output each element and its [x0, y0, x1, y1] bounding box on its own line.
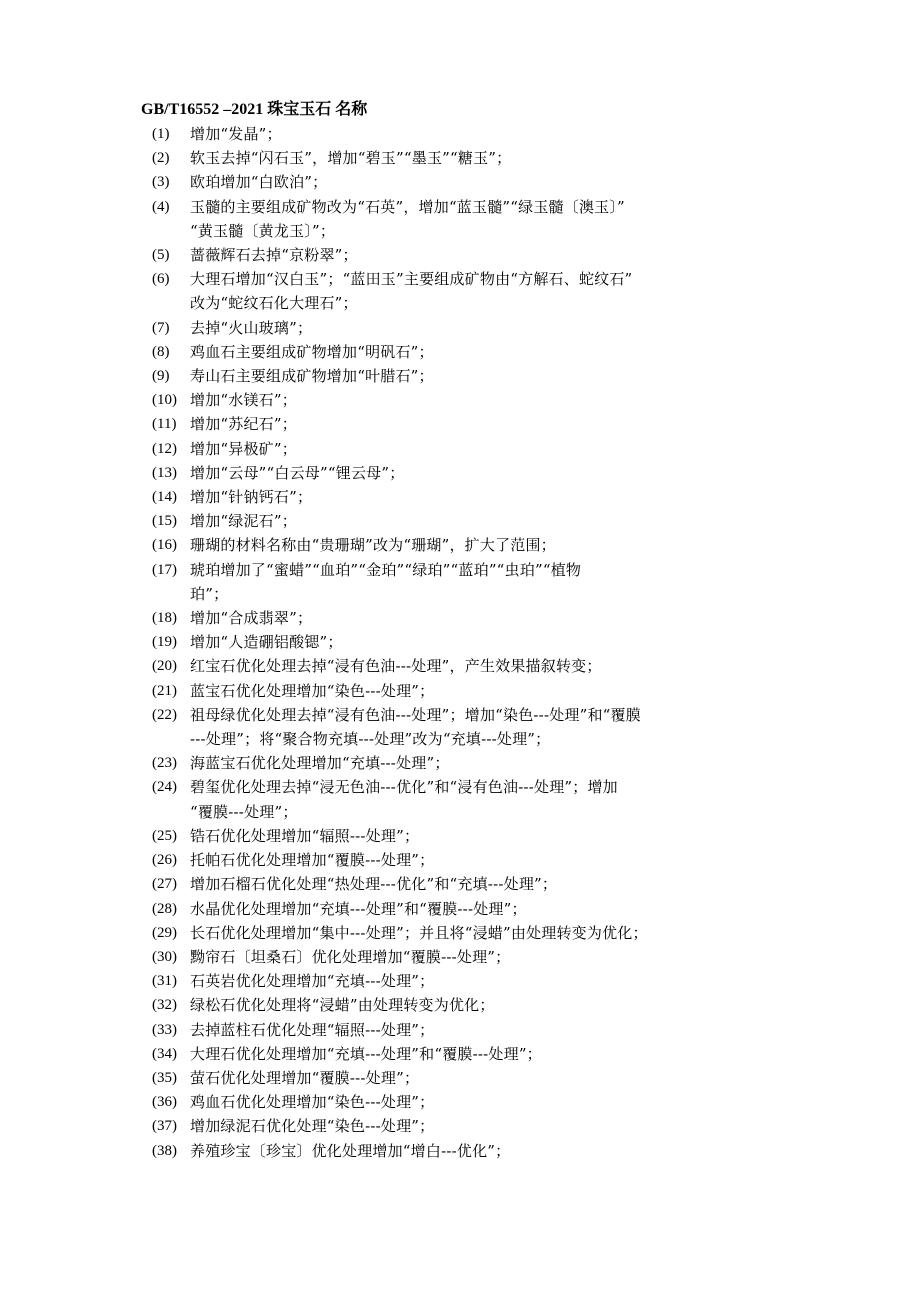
item-number: (7) [152, 319, 170, 336]
item-text: 增加“苏纪石”； [190, 415, 297, 434]
document-title: GB/T16552 –2021 珠宝玉石 名称 [141, 101, 368, 118]
list-item [152, 412, 812, 436]
list-item [152, 969, 812, 993]
item-text: 增加“发晶”； [190, 125, 282, 143]
item-text: 玉髓的主要组成矿物改为“石英”，增加“蓝玉髓”“绿玉髓〔澳玉〕” “黄玉髓〔黄龙玉〕”； [190, 197, 625, 240]
item-number: (25) [152, 827, 177, 844]
item-number: (12) [152, 440, 177, 457]
item-text: 大理石增加“汉白玉”；“蓝田玉”主要组成矿物由“方解石、蛇纹石” 改为“蛇纹石化大理石”； [190, 270, 633, 313]
item-text: 托帕石优化处理增加“覆膜---处理”； [190, 851, 435, 870]
list-item [152, 388, 812, 412]
item-number: (26) [152, 852, 177, 869]
list-item [152, 824, 812, 848]
item-number: (16) [152, 537, 177, 554]
list-item [152, 897, 812, 921]
list-item [152, 267, 812, 315]
item-text: 锆石优化处理增加“辐照---处理”； [190, 826, 420, 845]
item-number: (17) [152, 561, 177, 578]
item-number: (11) [152, 416, 177, 433]
item-number: (19) [152, 634, 177, 651]
list-item [152, 775, 812, 823]
item-number: (31) [152, 973, 177, 990]
list-item [152, 679, 812, 703]
list-item [152, 364, 812, 388]
item-text: 大理石优化处理增加“充填---处理”和“覆膜---处理”； [190, 1044, 542, 1063]
item-number: (29) [152, 924, 177, 941]
item-number: (3) [152, 174, 170, 191]
item-number: (1) [152, 126, 170, 142]
item-number: (2) [152, 150, 170, 167]
item-number: (36) [152, 1094, 177, 1111]
list-item [152, 340, 812, 364]
list-item [152, 630, 812, 654]
list-item [152, 703, 812, 751]
item-number: (34) [152, 1045, 177, 1062]
list-item [152, 1042, 812, 1066]
item-text: 寿山石主要组成矿物增加“叶腊石”； [190, 367, 434, 386]
item-text: 黝帘石〔坦桑石〕优化处理增加“覆膜---处理”； [190, 947, 511, 966]
list-item [152, 993, 812, 1017]
list-item [152, 533, 812, 557]
item-text: 增加“云母”“白云母”“锂云母”； [190, 463, 405, 482]
list-item [152, 1139, 812, 1163]
item-text: 去掉蓝柱石优化处理“辐照---处理”； [190, 1020, 435, 1039]
list-item [152, 1066, 812, 1090]
item-text: 海蓝宝石优化处理增加“充填---处理”； [190, 754, 450, 773]
item-number: (28) [152, 900, 177, 917]
item-number: (9) [152, 368, 170, 385]
item-text: 绿松石优化处理将“浸蜡”由处理转变为优化； [190, 996, 495, 1015]
item-text: 鸡血石优化处理增加“染色---处理”； [190, 1093, 435, 1112]
item-number: (24) [152, 779, 177, 796]
list-item [152, 1114, 812, 1138]
list-item [152, 437, 812, 461]
item-number: (4) [152, 198, 170, 215]
item-number: (10) [152, 392, 177, 409]
list-item [152, 122, 812, 146]
item-number: (32) [152, 997, 177, 1014]
item-text: 增加“合成翡翠”； [190, 609, 313, 628]
item-number: (23) [152, 755, 177, 772]
item-text: 养殖珍宝〔珍宝〕优化处理增加“增白---优化”； [190, 1141, 511, 1160]
item-text: 欧珀增加“白欧泊”； [190, 173, 328, 192]
list-item [152, 1090, 812, 1114]
item-number: (20) [152, 658, 177, 675]
item-text: 蔷薇辉石去掉“京粉翠”； [190, 246, 358, 265]
change-list [152, 122, 812, 1163]
list-item [152, 654, 812, 678]
item-text: 增加“绿泥石”； [190, 512, 297, 531]
item-text: 增加“异极矿”； [190, 439, 297, 458]
item-text: 石英岩优化处理增加“充填---处理”； [190, 972, 435, 991]
item-text: 蓝宝石优化处理增加“染色---处理”； [190, 681, 435, 700]
item-text: 琥珀增加了“蜜蜡”“血珀”“金珀”“绿珀”“蓝珀”“虫珀”“植物 珀”； [190, 560, 582, 603]
item-number: (37) [152, 1118, 177, 1135]
item-text: 增加“水镁石”； [190, 391, 297, 410]
item-number: (27) [152, 876, 177, 893]
item-text: 水晶优化处理增加“充填---处理”和“覆膜---处理”； [190, 899, 527, 918]
item-text: 增加绿泥石优化处理“染色---处理”； [190, 1117, 435, 1136]
list-item [152, 146, 812, 170]
item-text: 祖母绿优化处理去掉“浸有色油---处理”；增加“染色---处理”和“覆膜 ---处理”；将“聚合物充填---处理”改为“充填---处理”； [190, 705, 641, 749]
item-number: (8) [152, 343, 170, 360]
list-item [152, 558, 812, 606]
item-number: (5) [152, 247, 170, 264]
item-text: 碧玺优化处理去掉“浸无色油---优化”和“浸有色油---处理”；增加 “覆膜---处理”； [190, 778, 618, 821]
item-number: (22) [152, 706, 177, 723]
item-number: (6) [152, 271, 170, 288]
list-item [152, 606, 812, 630]
item-number: (14) [152, 489, 177, 506]
list-item [152, 751, 812, 775]
item-number: (30) [152, 948, 177, 965]
item-text: 珊瑚的材料名称由“贵珊瑚”改为“珊瑚”，扩大了范围； [190, 536, 556, 555]
item-number: (13) [152, 464, 177, 481]
item-number: (15) [152, 513, 177, 530]
item-text: 长石优化处理增加“集中---处理”；并且将“浸蜡”由处理转变为优化； [190, 923, 648, 942]
item-text: 红宝石优化处理去掉“浸有色油---处理”，产生效果描叙转变； [190, 657, 602, 676]
list-item [152, 921, 812, 945]
list-item [152, 872, 812, 896]
list-item [152, 848, 812, 872]
item-text: 增加“针钠钙石”； [190, 488, 313, 507]
item-text: 软玉去掉“闪石玉”，增加“碧玉”“墨玉”“糖玉”； [190, 149, 512, 168]
item-text: 去掉“火山玻璃”； [190, 318, 313, 337]
item-number: (21) [152, 682, 177, 699]
list-item [152, 461, 812, 485]
list-item [152, 945, 812, 969]
list-item [152, 485, 812, 509]
list-item [152, 509, 812, 533]
list-item [152, 195, 812, 243]
item-text: 增加“人造硼铝酸锶”； [190, 633, 343, 652]
item-text: 增加石榴石优化处理“热处理---优化”和“充填---处理”； [190, 875, 558, 894]
list-item [152, 316, 812, 340]
item-text: 萤石优化处理增加“覆膜---处理”； [190, 1068, 420, 1087]
item-number: (33) [152, 1021, 177, 1038]
list-item [152, 1018, 812, 1042]
item-number: (35) [152, 1069, 177, 1086]
item-number: (38) [152, 1142, 177, 1159]
item-number: (18) [152, 610, 177, 627]
list-item [152, 170, 812, 194]
list-item [152, 243, 812, 267]
item-text: 鸡血石主要组成矿物增加“明矾石”； [190, 342, 434, 361]
